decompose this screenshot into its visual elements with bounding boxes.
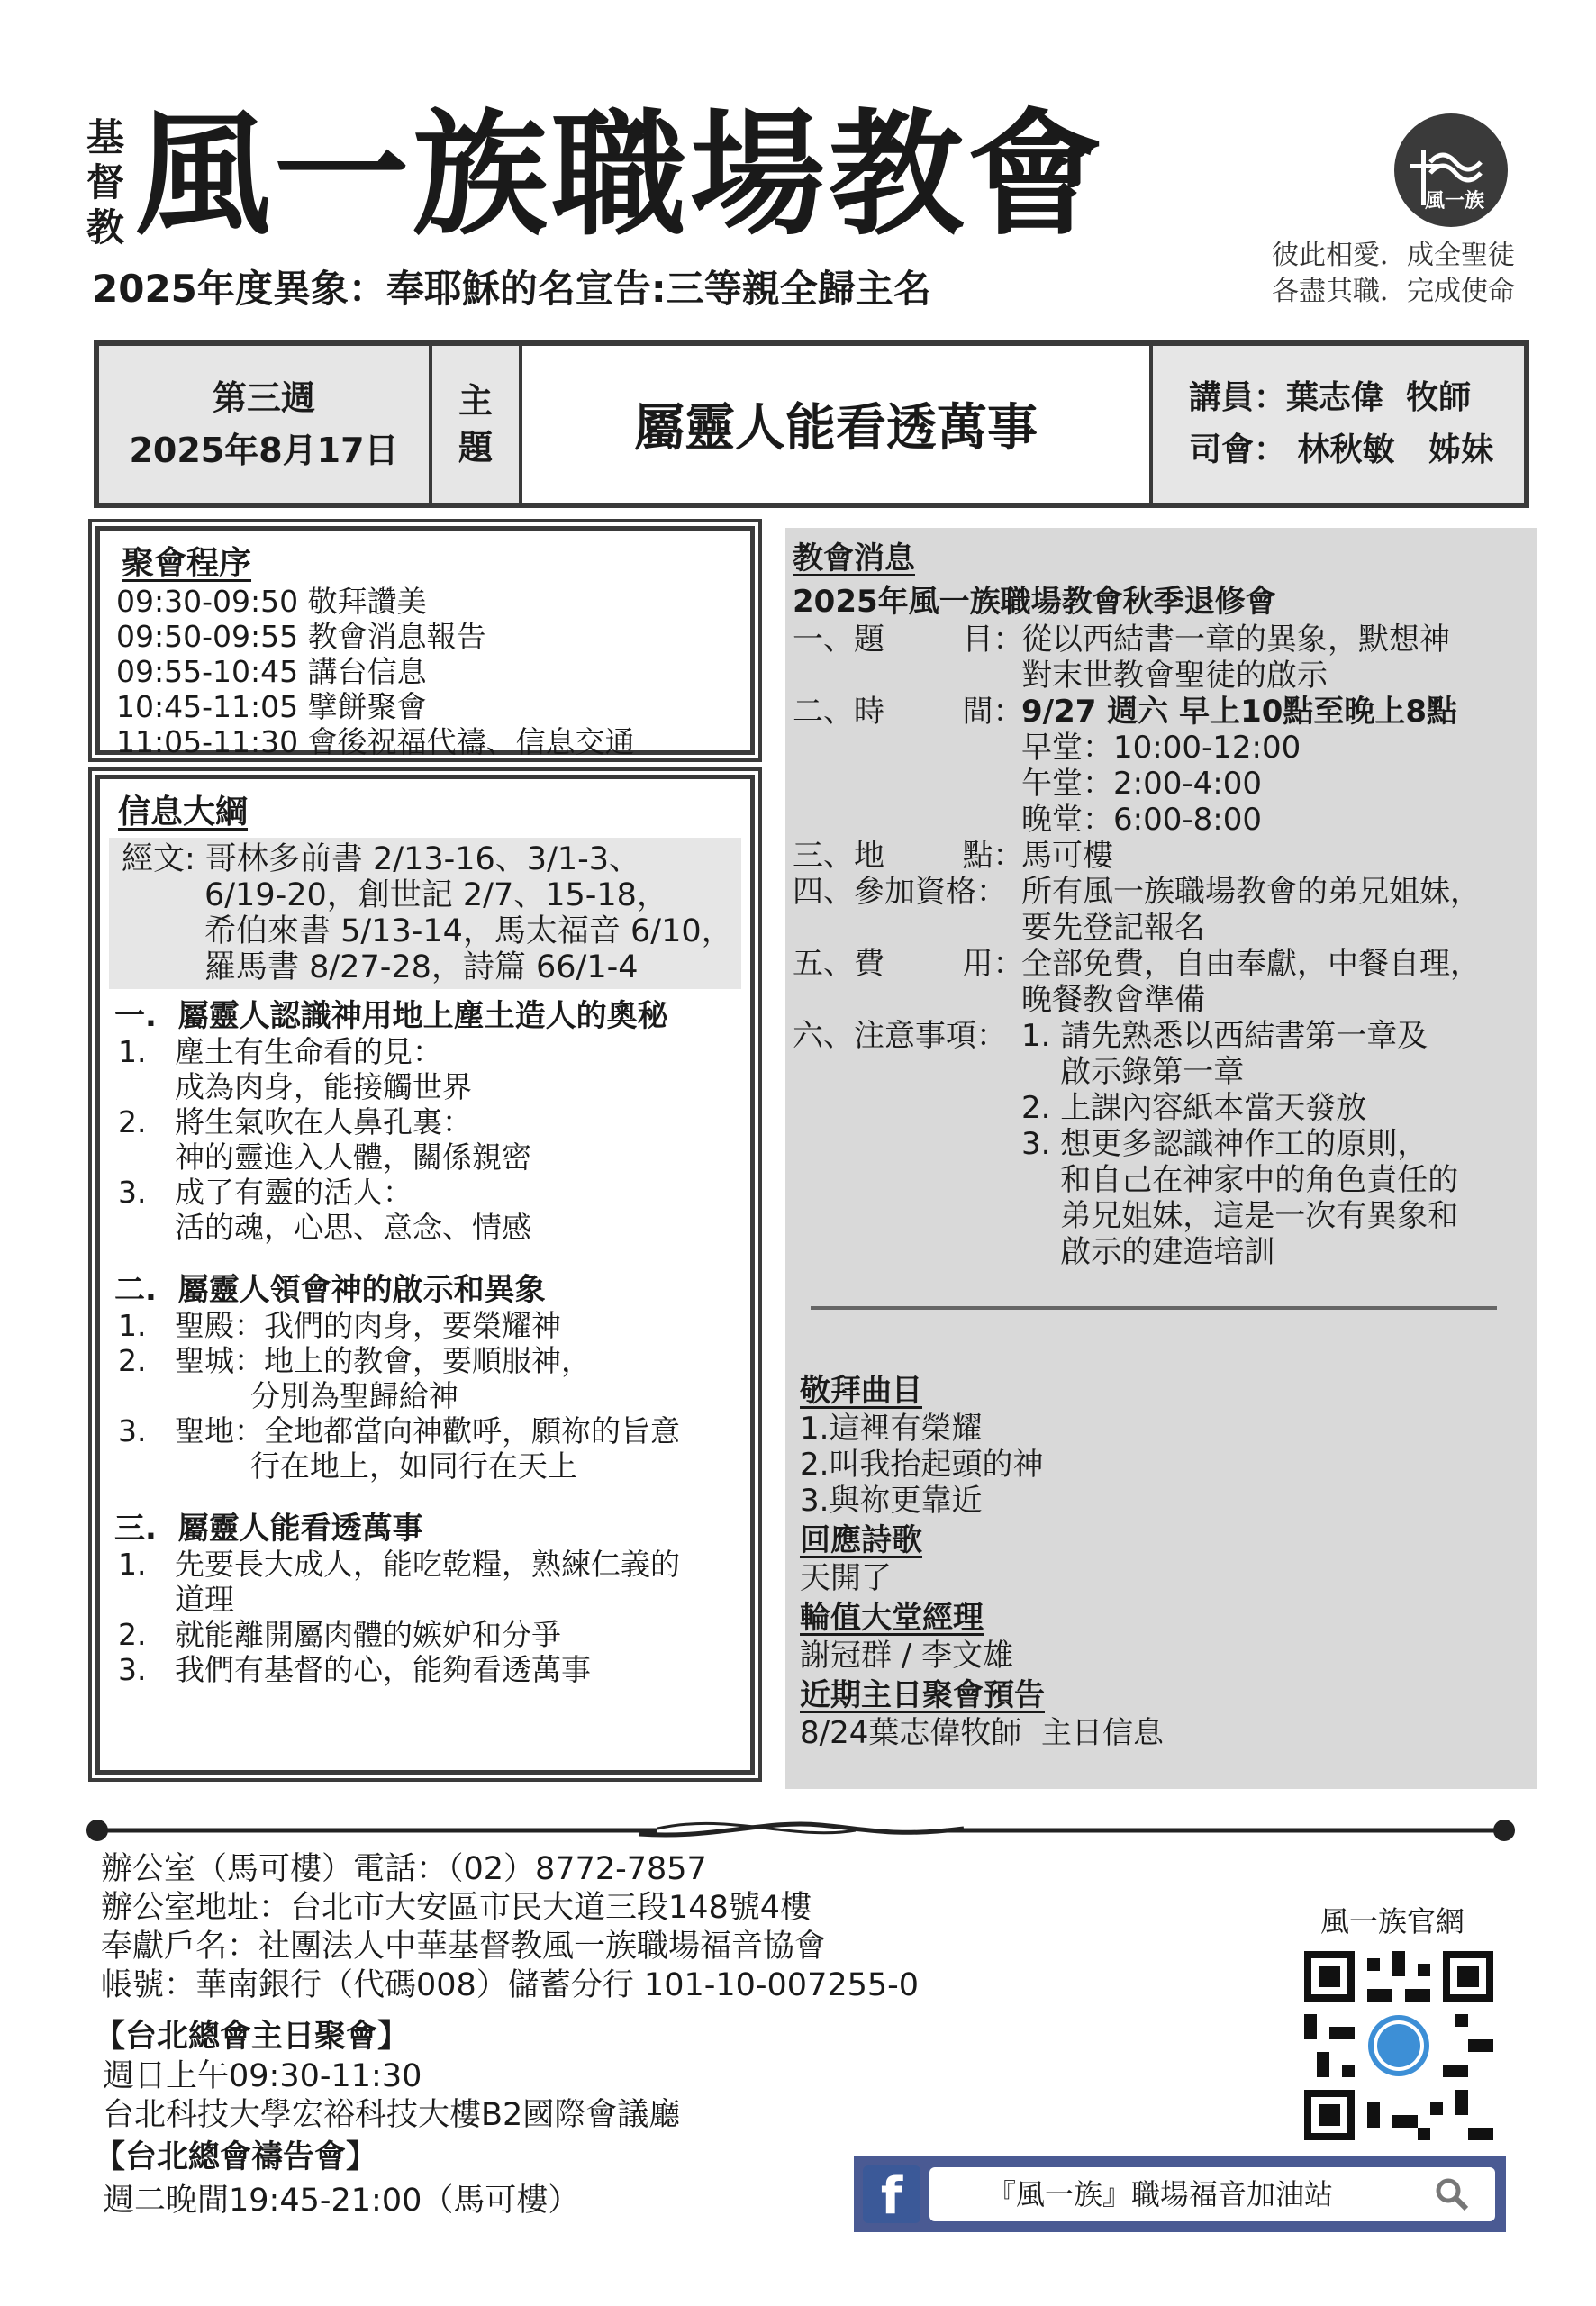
response-heading: 回應詩歌: [800, 1522, 922, 1558]
annual-vision: 2025年度異象：奉耶穌的名宣告:三等親全歸主名: [92, 267, 931, 311]
news-item-line: 要先登記報名: [1021, 910, 1205, 946]
outline-line: 分別為聖歸給神: [118, 1378, 458, 1413]
prayer-meeting-time: 週二晚間19:45-21:00（馬可樓）: [103, 2183, 580, 2219]
outline-box: [95, 775, 755, 1775]
program-item: 09:55-10:45 講台信息: [116, 654, 427, 689]
outline-line: 2. 聖城：地上的教會，要順服神，: [118, 1343, 591, 1378]
program-item: 11:05-11:30 會後祝福代禱、信息交通: [116, 724, 635, 759]
news-item-line: 啟示的建造培訓: [1021, 1234, 1275, 1270]
host: 司會： 林秋敏 姊妹: [1189, 431, 1494, 468]
outline-section-title: 二. 屬靈人領會神的啟示和異象: [114, 1272, 546, 1308]
news-item-label: 三、地 點：: [793, 838, 1024, 874]
bank-account: 帳號：華南銀行（代碼008）儲蓄分行 101-10-007255-0: [101, 1967, 920, 2003]
theme-label-cell: 主 題: [432, 346, 522, 503]
church-title: 風一族職場教會: [135, 97, 1107, 254]
news-item-label: 四、參加資格：: [793, 874, 1007, 910]
scripture-line: 經文: 哥林多前書 2/13-16、3/1-3、: [122, 841, 641, 877]
news-item-line: 1. 請先熟悉以西結書第一章及: [1021, 1018, 1428, 1054]
sermon-info-bar: [94, 340, 1529, 508]
week-label: 第三週: [212, 378, 315, 418]
program-heading: 聚會程序: [122, 545, 252, 582]
side-label: 基 督 教: [86, 115, 124, 250]
upcoming-service: 8/24葉志偉牧師 主日信息: [800, 1715, 1164, 1751]
facebook-icon: f: [863, 2165, 920, 2223]
facebook-page-name: 『風一族』職場福音加油站: [987, 2177, 1334, 2211]
website-qr-code[interactable]: [1304, 1951, 1493, 2140]
outline-line: 成為肉身，能接觸世界: [118, 1069, 472, 1104]
outline-line: 道理: [118, 1582, 234, 1617]
news-item-line: 早堂：10:00-12:00: [1021, 730, 1301, 766]
ornament-divider-icon: [81, 1802, 1522, 1856]
worship-heading: 敬拜曲目: [800, 1373, 922, 1409]
scripture-block: [109, 838, 741, 989]
manager-heading: 輪值大堂經理: [800, 1600, 984, 1636]
sunday-service-heading: 【台北總會主日聚會】: [94, 2019, 410, 2055]
divider: [811, 1306, 1497, 1310]
outline-line: 3. 聖地：全地都當向神歡呼，願祢的旨意: [118, 1413, 680, 1448]
news-item-line: 全部免費，自由奉獻，中餐自理，: [1021, 946, 1481, 982]
news-item-label: 六、注意事項：: [793, 1018, 1007, 1054]
outline-line: 行在地上，如同行在天上: [118, 1448, 577, 1484]
outline-line: 3. 我們有基督的心，能夠看透萬事: [118, 1652, 591, 1687]
outline-line: 1. 塵土有生命看的見：: [118, 1034, 442, 1069]
news-heading: 教會消息: [793, 540, 915, 576]
news-panel: [785, 528, 1537, 1789]
outline-line: 神的靈進入人體，關係親密: [118, 1139, 531, 1175]
outline-line: 2. 就能離開屬肉體的嫉妒和分爭: [118, 1617, 561, 1652]
outline-line: 2. 將生氣吹在人鼻孔裏：: [118, 1104, 472, 1139]
sunday-service-venue: 台北科技大學宏裕科技大樓B2國際會議廳: [103, 2097, 681, 2133]
news-item-line: 所有風一族職場教會的弟兄姐妹，: [1021, 874, 1481, 910]
worship-song: 1.這裡有榮耀: [800, 1411, 983, 1447]
outline-line: 1. 聖殿：我們的肉身，要榮耀神: [118, 1308, 561, 1343]
search-icon[interactable]: [1434, 2176, 1470, 2212]
managers: 謝冠群 / 李文雄: [800, 1638, 1014, 1674]
news-item-label: 二、時 間：: [793, 694, 1024, 730]
prayer-meeting-heading: 【台北總會禱告會】: [94, 2139, 378, 2175]
scripture-line: 希伯來書 5/13-14，馬太福音 6/10，: [204, 913, 733, 949]
speaker: 講員：葉志偉 牧師: [1189, 379, 1472, 416]
worship-song: 2.叫我抬起頭的神: [800, 1447, 1044, 1483]
news-item-line: 啟示錄第一章: [1021, 1054, 1245, 1090]
news-item-line: 和自己在神家中的角色責任的: [1021, 1162, 1459, 1198]
outline-line: 3. 成了有靈的活人：: [118, 1175, 413, 1210]
response-song: 天開了: [800, 1560, 892, 1596]
qr-code-icon: [1304, 1951, 1493, 2140]
outline-line: 1. 先要長大成人，能吃乾糧，熟練仁義的: [118, 1547, 680, 1582]
speaker-cell: [1153, 346, 1524, 503]
news-item-line: 馬可樓: [1021, 838, 1113, 874]
program-item: 09:30-09:50 敬拜讚美: [116, 584, 427, 619]
news-item-line: 午堂：2:00-4:00: [1021, 766, 1262, 802]
program-item: 09:50-09:55 教會消息報告: [116, 619, 486, 654]
news-item-label: 五、費 用：: [793, 946, 1024, 982]
service-date: 2025年8月17日: [129, 431, 399, 470]
motto: 彼此相愛．成全聖徒 各盡其職．完成使命: [1272, 240, 1515, 307]
offering-account-name: 奉獻戶名：社團法人中華基督教風一族職場福音協會: [101, 1929, 827, 1965]
worship-song: 3.與祢更靠近: [800, 1483, 983, 1519]
facebook-search-input[interactable]: [929, 2167, 1495, 2221]
outline-section-title: 三. 屬靈人能看透萬事: [114, 1511, 423, 1547]
website-label: 風一族官網: [1320, 1904, 1465, 1938]
news-item-line: 3. 想更多認識神作工的原則，: [1021, 1126, 1428, 1162]
news-item-line: 晚餐教會準備: [1021, 982, 1205, 1018]
outline-section-title: 一. 屬靈人認識神用地上塵土造人的奧秘: [114, 998, 668, 1034]
office-address: 辦公室地址：台北市大安區市民大道三段148號4樓: [101, 1890, 812, 1926]
scripture-line: 6/19-20，創世記 2/7、15-18，: [204, 877, 668, 913]
news-item-line: 2. 上課內容紙本當天發放: [1021, 1090, 1367, 1126]
news-item-line: 對末世教會聖徒的啟示: [1021, 658, 1328, 694]
news-item-line: 晚堂：6:00-8:00: [1021, 802, 1262, 838]
news-item-line: 從以西結書一章的異象，默想神: [1021, 622, 1450, 658]
news-item-line: 9/27 週六 早上10點至晚上8點: [1021, 694, 1458, 730]
sermon-theme: 屬靈人能看透萬事: [522, 346, 1153, 503]
week-date-cell: [99, 346, 432, 503]
outline-heading: 信息大綱: [118, 794, 249, 831]
upcoming-heading: 近期主日聚會預告: [800, 1677, 1045, 1713]
news-item-line: 弟兄姐妹，這是一次有異象和: [1021, 1198, 1459, 1234]
church-logo: [1394, 113, 1508, 227]
program-box: [95, 526, 755, 759]
facebook-search-bar[interactable]: [854, 2156, 1506, 2232]
office-phone: 辦公室（馬可樓）電話：（02）8772-7857: [101, 1851, 707, 1887]
program-item: 10:45-11:05 擘餅聚會: [116, 689, 427, 724]
scripture-line: 羅馬書 8/27-28，詩篇 66/1-4: [204, 949, 639, 985]
logo-text: 風一族: [1425, 190, 1485, 213]
event-title: 2025年風一族職場教會秋季退修會: [793, 584, 1276, 620]
outline-line: 活的魂，心思、意念、情感: [118, 1210, 531, 1245]
news-item-label: 一、題 目：: [793, 622, 1024, 658]
sunday-service-time: 週日上午09:30-11:30: [103, 2058, 422, 2094]
